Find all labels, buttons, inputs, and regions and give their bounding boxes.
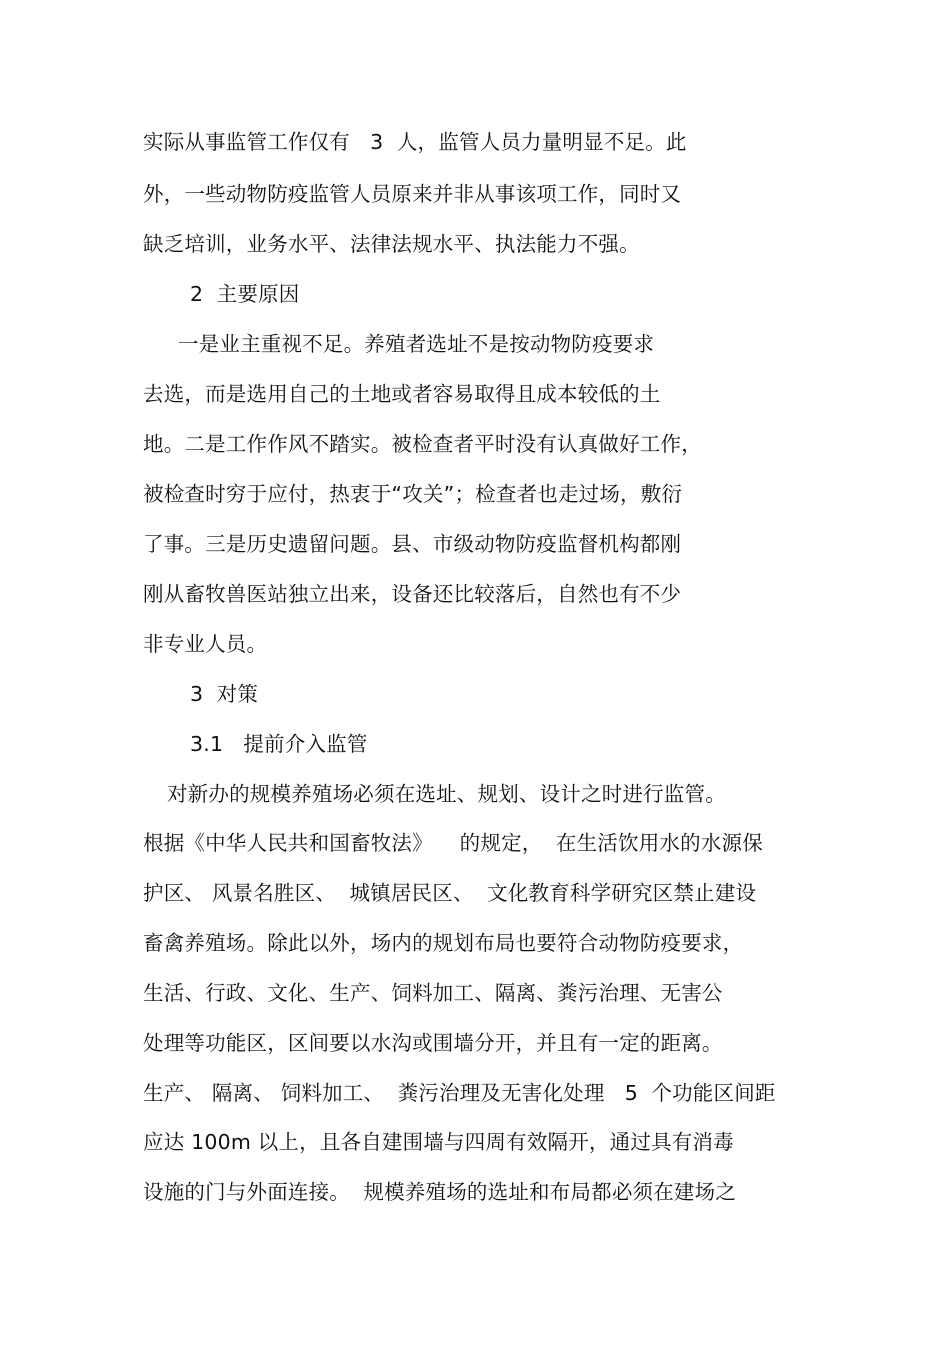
text-line-18: 生活、行政、文化、生产、饲料加工、隔离、粪污治理、无害公: [143, 981, 723, 1005]
section-heading-3-1: 3.1 提前介入监管: [190, 732, 368, 756]
text-line-7: 地。二是工作作风不踏实。被检查者平时没有认真做好工作，: [143, 432, 702, 456]
text-line-5: 一是业主重视不足。养殖者选址不是按动物防疫要求: [178, 332, 655, 356]
text-line-14: 对新办的规模养殖场必须在选址、规划、设计之时进行监管。: [167, 782, 726, 806]
text-line-15: 根据《中华人民共和国畜牧法》 的规定， 在生活饮用水的水源保: [143, 831, 763, 855]
text-line-2: 外，一些动物防疫监管人员原来并非从事该项工作，同时又: [143, 182, 682, 206]
text-line-22: 设施的门与外面连接。 规模养殖场的选址和布局都必须在建场之: [143, 1180, 737, 1204]
text-line-1: 实际从事监管工作仅有 3 人，监管人员力量明显不足。此: [143, 130, 687, 154]
text-line-21: 应达 100m 以上，且各自建围墙与四周有效隔开，通过具有消毒: [143, 1130, 734, 1154]
section-heading-3: 3 对策: [190, 682, 259, 706]
text-line-20: 生产、 隔离、 饲料加工、 粪污治理及无害化处理 5 个功能区间距: [143, 1081, 776, 1105]
text-line-17: 畜禽养殖场。除此以外，场内的规划布局也要符合动物防疫要求，: [143, 931, 744, 955]
text-line-3: 缺乏培训，业务水平、法律法规水平、执法能力不强。: [143, 232, 640, 256]
section-heading-2: 2 主要原因: [190, 282, 300, 306]
text-line-19: 处理等功能区，区间要以水沟或围墙分开，并且有一定的距离。: [143, 1031, 723, 1055]
text-line-8: 被检查时穷于应付，热衷于“攻关”；检查者也走过场，敷衍: [143, 482, 683, 506]
text-line-16: 护区、 风景名胜区、 城镇居民区、 文化教育科学研究区禁止建设: [143, 881, 757, 905]
text-line-10: 刚从畜牧兽医站独立出来，设备还比较落后，自然也有不少: [143, 582, 682, 606]
text-line-9: 了事。三是历史遗留问题。县、市级动物防疫监督机构都刚: [143, 532, 682, 556]
text-line-6: 去选，而是选用自己的土地或者容易取得且成本较低的土: [143, 382, 661, 406]
text-line-11: 非专业人员。: [143, 632, 268, 656]
